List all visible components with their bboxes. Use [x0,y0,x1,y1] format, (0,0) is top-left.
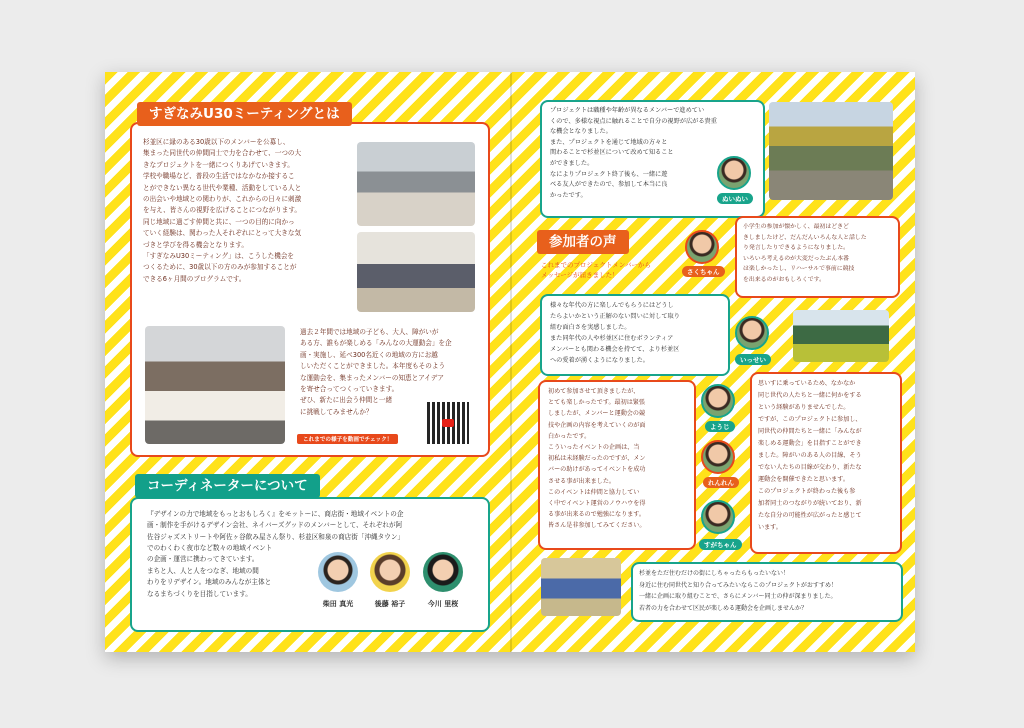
name-renren: れんれん [703,477,739,488]
quote-youji-text: 初めて参加させて頂きましたが、 とても楽しかったです。最初は緊張 しましたが、メンバーと運動会の競 技や企画の内容を考えていくのが面 白かったです。 こういったイベントの企画は、当 初私は未経験だったのですが、メン バーの助けがあってイベントを成功 させる事が出来ました。 このイベントは仲間と協力してい く中でイベント運営のノウハウを得 る事が出来るので勉強になります。 皆さん是非参加してみてください。 [548,388,646,530]
avatar-sakuchan [685,230,719,264]
coordinator-text-short: でのわくわく夜市など数々の地域イベント の企画・運営に携わってきています。 まちと人、人と人をつなぎ、地域の間 わりをリデザイン。地域のみんなが主体と なるまちづくりを目指しています。 [147,544,273,598]
event-photo-3 [541,558,621,616]
meeting-photo-3 [145,326,285,444]
youtube-icon [442,419,454,427]
quote-issei-top-text: 様々な年代の方に楽しんでもらうにはどうし たらよいかという正解のない問いに対して取り 組む面白さを実感しました。 また同年代の人や杉並区に住むボランティア メンバーとも関わる機会を持てて、より杉並区 への愛着が湧くようになりました。 [550,302,680,364]
coordinator-title: コーディネーターについて [135,474,320,498]
about-text-2: 過去２年間では地域の子ども、大人、障がいが ある方、誰もが楽しめる「みんなの大運動会」を企 画・実施し、延べ300名近くの地域の方にお越 しいただくことができました。本年度もそのよう な運動会を、集まったメンバーの知恵とアイデア を寄せ合ってつくっていきます。 ぜひ、新たに出会う仲間と一緒 に挑戦してみませんか？ [300,328,452,416]
name-sakuchan: さくちゃん [682,266,725,277]
video-caption: これまでの様子を動画でチェック！ [297,434,398,444]
meeting-photo-2 [357,232,475,312]
meeting-photo-1 [357,142,475,226]
coordinator-name-3: 今川 里桜 [427,600,459,608]
name-sugachan: すがちゃん [699,539,742,550]
quote-sakuchan-text: 小学生の参加が懐かしく、最初はどきど きしましたけど、だんだんいろんな人と話した り発言したりできるようになりました。 いろいろ考えるのが大変だったぶん本番 は楽しかったし、リハーサルで事前に競技 を出来るのがおもしろくです。 [743,224,867,283]
avatar-sugachan [701,500,735,534]
avatar-youji [701,384,735,418]
coordinator-name-1: 柴田 真光 [322,600,354,608]
coordinator-text-full: 『デザインの力で地域をもっとおもしろく』をモットーに、商店街・地域イベントの企 画・制作を手がけるデザイン会社、ネイバーズグッドのメンバーとして、それぞれが阿 佐谷ジャズストリートや阿佐ヶ谷飲み屋さん祭り、杉並区和泉の商店街「沖縄タウン」 [147,510,405,541]
voices-title: 参加者の声 [537,230,629,254]
about-title: すぎなみU30ミーティングとは [137,102,352,126]
avatar-issei [735,316,769,350]
closing-text: 杉並をただ住むだけの街にしちゃったらもったいない！ 身近に住む同世代と知り合ってみたいならこのプロジェクトがおすすめ！ 一緒に企画に取り組むことで、さらにメンバー同士の仲が深まりました。 若者の力を合わせて区民が楽しめる運動会を企画しませんか？ [639,570,837,612]
quote-nuinui-text: プロジェクトは職種や年齢が異なるメンバーで進めてい くので、多様な視点に触れることで自分の視野が広がる貴重 な機会となりました。 また、プロジェクトを通じて地域の方々と 関わることで杉並区について改めて知ること ができました。 なによりプロジェクト終了後も、一緒に遊 べる友人ができたので、参加して本当に良 かったです。 [550,107,717,199]
about-text: 杉並区に縁のある30歳以下のメンバーを公募し、 集まった同世代の仲間同士で力を合わせて、一つの大 きなプロジェクトを一緒につくりあげていきます。 学校や職場など、普段の生活ではなかなか接するこ とができない異なる世代や業種、活動をしている人と の出会いや地域との関わりが、これからの日々に刺激 を与え、皆さんの視野を広げることにつながります。 同じ地域に過ごす仲間と共に、一つの目的に向かっ ていく経験は、関わった人それぞれにとって大きな気 づきと学びを得る機会となります。 「すぎなみU30ミーティング」は、こうした機会を つくるために、30歳以下の方のみが参加することが できる6ヶ月間のプログラムです。 [143,138,302,283]
coordinator-name-2: 後藤 裕子 [374,600,406,608]
name-youji: ようじ [705,421,735,432]
avatar-renren [701,440,735,474]
quote-issei-text: 思いすに乗っているため、なかなか 同じ世代の人たちと一緒に何かをする という経験がありませんでした。 ですが、このプロジェクトに参加し、 同世代の仲間たちと一緒に「みんなが 楽しめる運動会」を目指すことができ ました。障がいのある人の目線、そう でない人たちの目線が交わり、新たな 運動会を開催できたと思います。 このプロジェクトが終わった後も参 加者同士のつながりが続いており、新 たな自分の可能性が広がったと感じて います。 [758,380,862,531]
coordinator-avatar-2 [370,552,410,592]
event-photo-2 [793,310,889,362]
event-group-photo [769,102,893,200]
voices-subtitle: これまでのプロジェクトメンバーから メッセージが届きました！ [541,261,651,279]
coordinator-avatar-1 [318,552,358,592]
brochure-spread [105,72,915,652]
name-issei: いっせい [735,354,771,365]
name-nuinui: ぬいぬい [717,193,753,204]
avatar-nuinui [717,156,751,190]
page-fold [510,72,512,652]
coordinator-avatar-3 [423,552,463,592]
